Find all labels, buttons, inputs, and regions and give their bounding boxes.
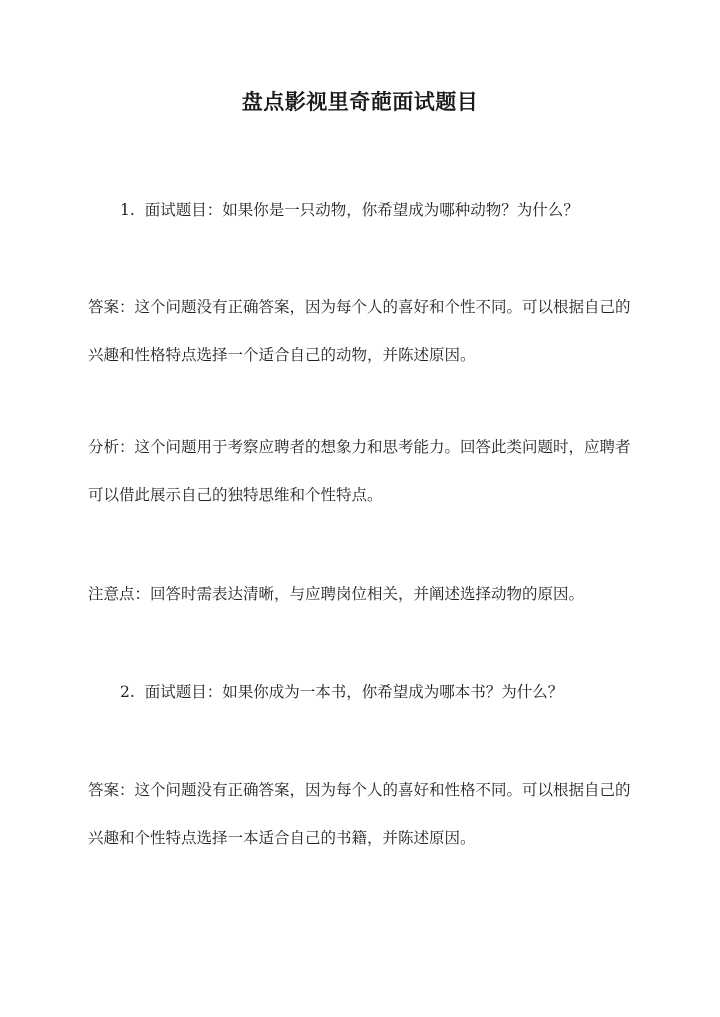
- notes-1: 注意点：回答时需表达清晰，与应聘岗位相关，并阐述选择动物的原因。: [88, 585, 585, 603]
- answer-1: 答案：这个问题没有正确答案，因为每个人的喜好和个性不同。可以根据自己的兴趣和性格特点选择一个适合自己的动物，并陈述原因。: [88, 298, 631, 364]
- question-number: 2.: [120, 683, 135, 701]
- question-text: 面试题目：如果你成为一本书，你希望成为哪本书？为什么？: [144, 683, 564, 701]
- question-2: [120, 680, 563, 702]
- question-number: 1.: [120, 201, 135, 219]
- page-title: 盘点影视里奇葩面试题目: [241, 89, 479, 114]
- question-1: [120, 198, 579, 220]
- analysis-1: 分析：这个问题用于考察应聘者的想象力和思考能力。回答此类问题时，应聘者可以借此展示自己的独特思维和个性特点。: [88, 438, 631, 504]
- answer-2: 答案：这个问题没有正确答案，因为每个人的喜好和性格不同。可以根据自己的兴趣和个性特点选择一本适合自己的书籍，并陈述原因。: [88, 781, 631, 847]
- question-text: 面试题目：如果你是一只动物，你希望成为哪种动物？为什么？: [144, 201, 579, 219]
